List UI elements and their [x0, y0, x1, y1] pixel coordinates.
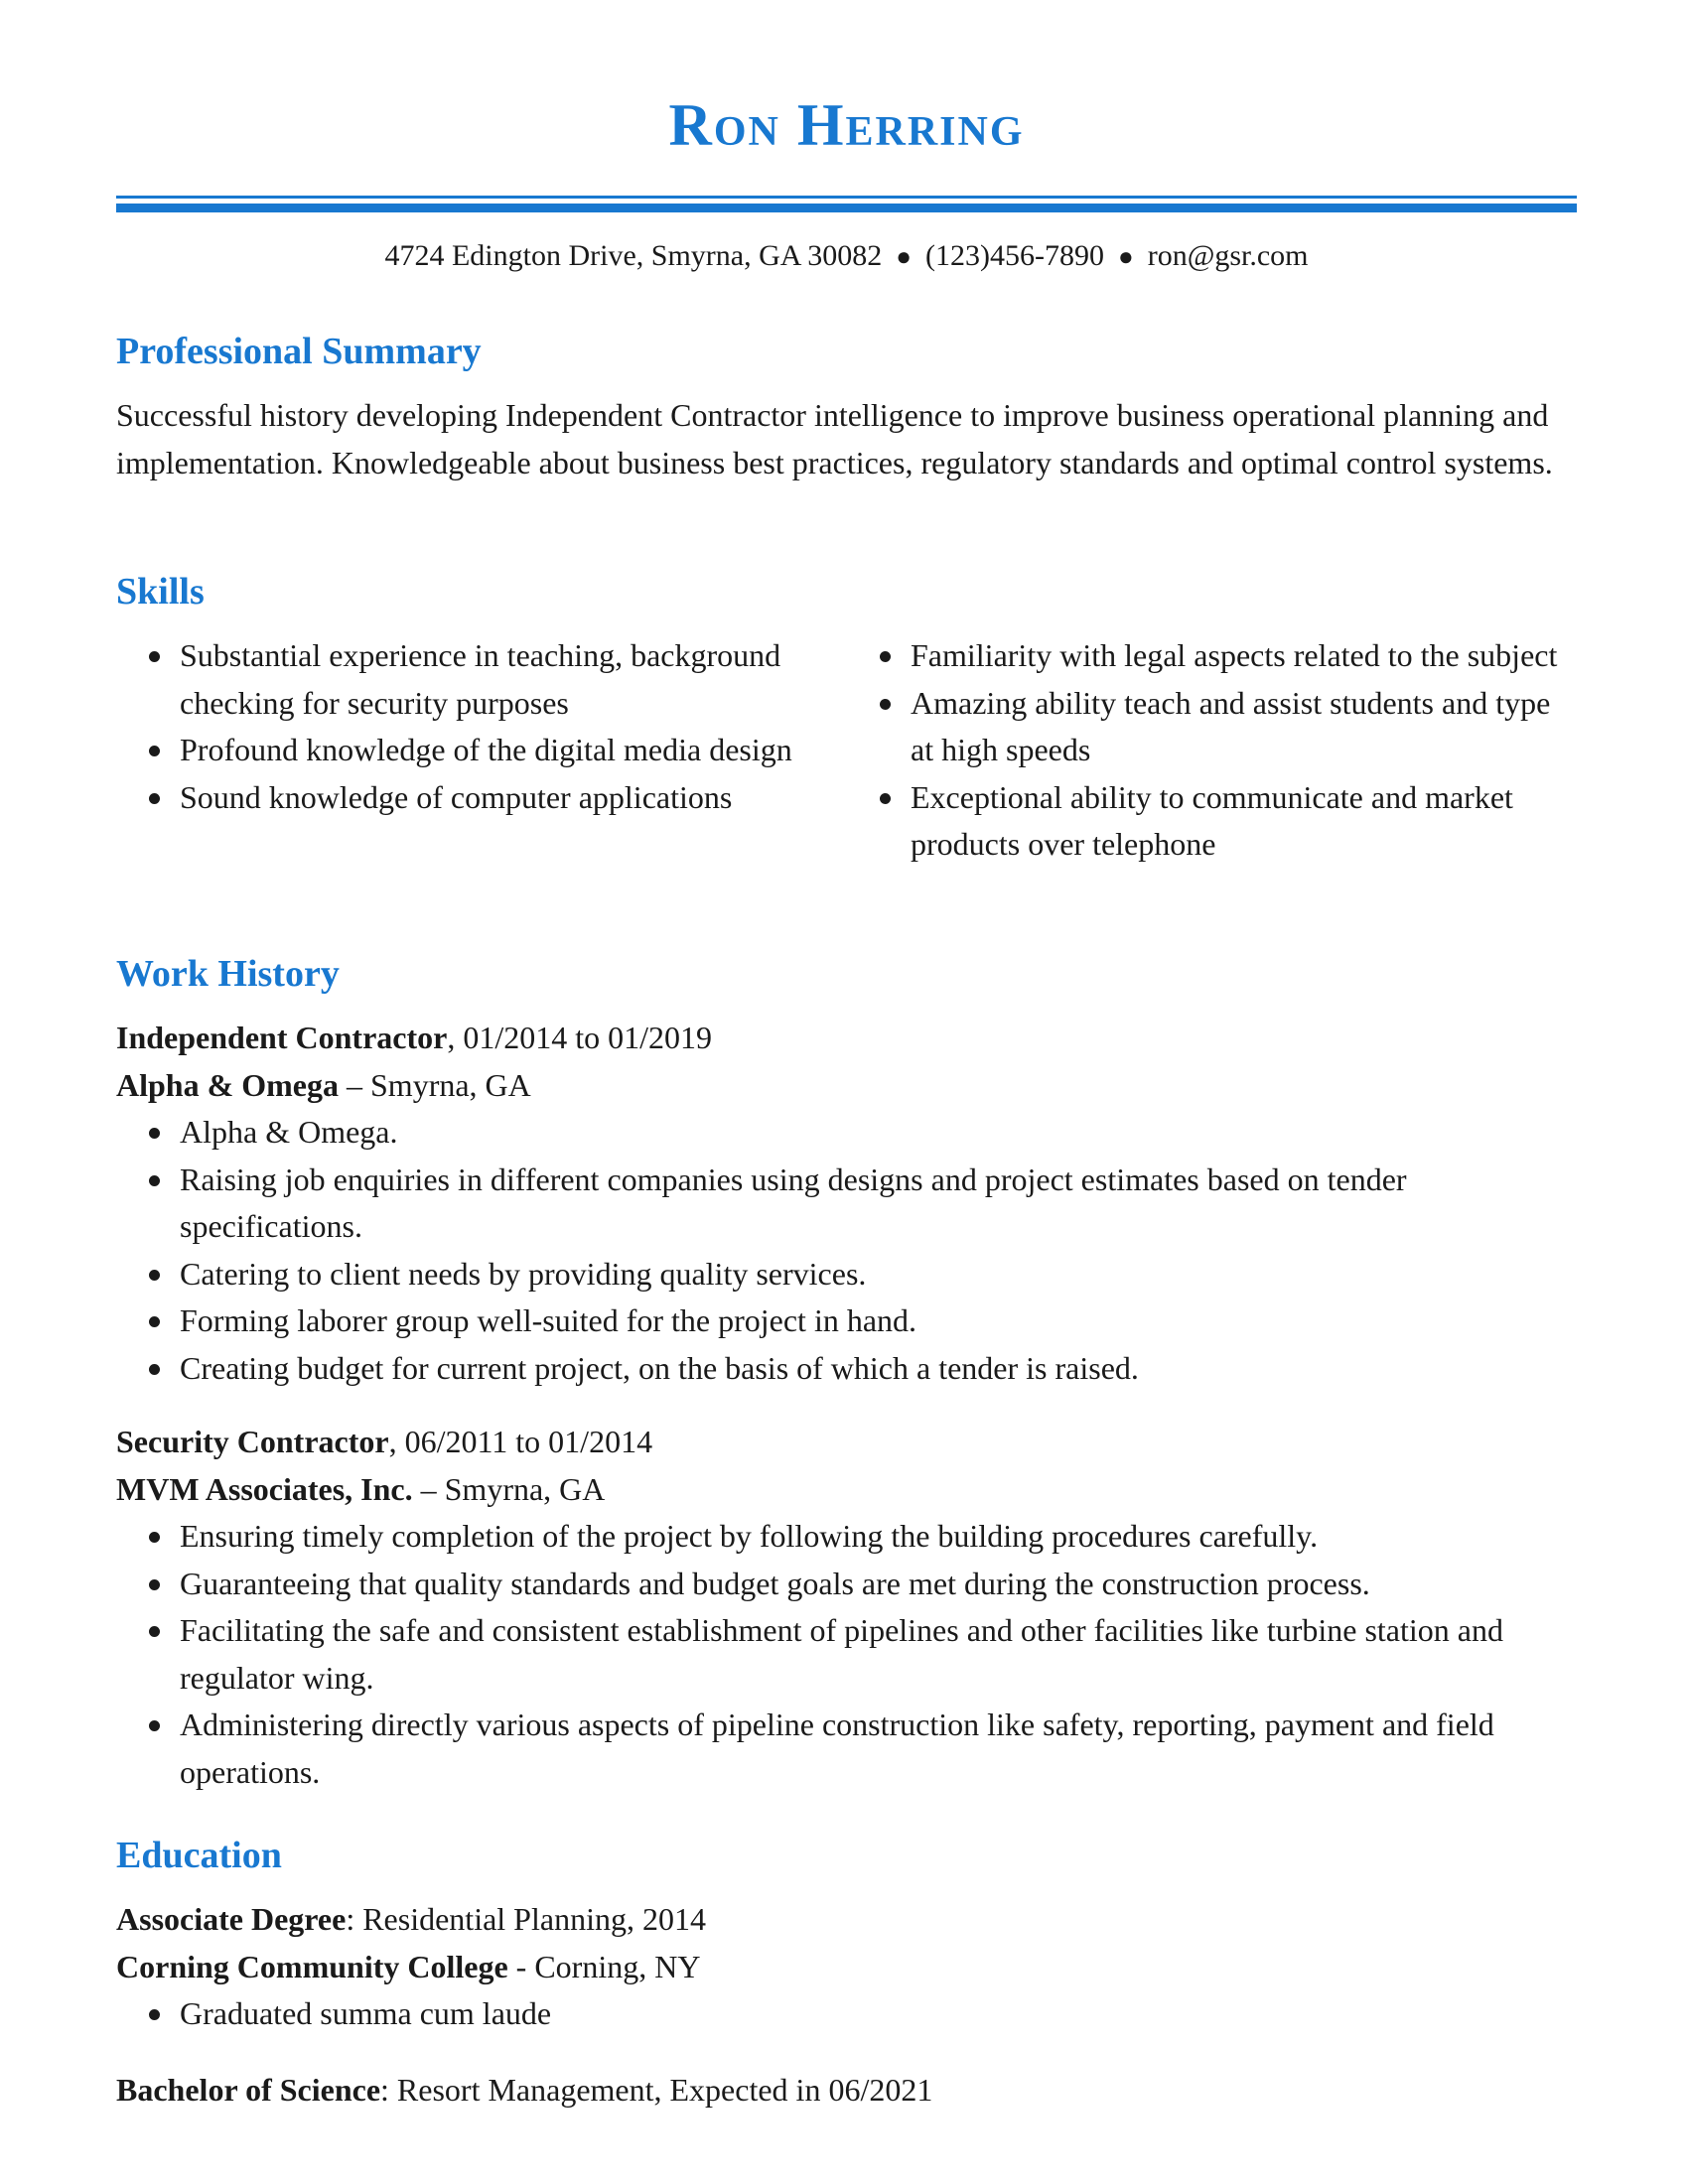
work-history-heading: Work History	[116, 953, 340, 995]
bullet-separator: ●	[896, 242, 913, 271]
degree-line	[116, 2067, 1577, 2115]
summary-text: Successful history developing Independent Contractor intelligence to improve business operational planning and implementation. Knowledgeable about business best practices, regulatory standards and optimal control systems.	[116, 397, 1553, 480]
company-line	[116, 1466, 1577, 1514]
skills-left-column	[116, 632, 831, 821]
job-bullet: Administering directly various aspects of pipeline construction like safety, reporting, payment and field operations.	[116, 1702, 1577, 1796]
header-divider-thick	[116, 204, 1577, 212]
job-bullet: Facilitating the safe and consistent establishment of pipelines and other facilities like turbine station and regulator wing.	[116, 1607, 1577, 1702]
skills-right-column	[847, 632, 1577, 869]
skill-item: Exceptional ability to communicate and market products over telephone	[847, 774, 1577, 869]
degree-name: Bachelor of Science	[116, 2072, 381, 2108]
school-name: Corning Community College	[116, 1948, 508, 1984]
education-heading: Education	[116, 1835, 282, 1876]
company-line	[116, 1062, 1577, 1110]
education-entry	[116, 1896, 1577, 2038]
job-title: Security Contractor	[116, 1424, 389, 1459]
skill-item: Profound knowledge of the digital media design	[116, 727, 831, 774]
degree-line	[116, 1896, 1577, 1944]
header-divider-thin	[116, 196, 1577, 199]
job-entry	[116, 1015, 1577, 1392]
degree-name: Associate Degree	[116, 1901, 347, 1937]
job-bullet: Raising job enquiries in different companies using designs and project estimates based on tender specifications.	[116, 1157, 1577, 1251]
company-name: MVM Associates, Inc.	[116, 1470, 413, 1507]
job-title-line	[116, 1419, 1577, 1466]
job-bullet: Ensuring timely completion of the project by following the building procedures carefully.	[116, 1513, 1577, 1561]
email: ron@gsr.com	[1147, 239, 1309, 272]
bullet-separator: ●	[1118, 242, 1134, 271]
job-dates: , 01/2014 to 01/2019	[447, 1020, 712, 1055]
school-line	[116, 1944, 1577, 1991]
skills-heading: Skills	[116, 571, 205, 613]
degree-detail: : Residential Planning, 2014	[346, 1901, 706, 1937]
company-name: Alpha & Omega	[116, 1066, 339, 1103]
job-bullet: Forming laborer group well-suited for the project in hand.	[116, 1297, 1577, 1345]
job-bullet: Alpha & Omega.	[116, 1109, 1577, 1157]
phone: (123)456-7890	[925, 239, 1104, 272]
job-entry	[116, 1419, 1577, 1796]
education-entry	[116, 2067, 1577, 2115]
contact-line	[116, 236, 1577, 277]
job-bullet: Catering to client needs by providing quality services.	[116, 1251, 1577, 1298]
company-location: – Smyrna, GA	[339, 1066, 531, 1103]
job-bullet: Creating budget for current project, on the basis of which a tender is raised.	[116, 1345, 1577, 1393]
job-title: Independent Contractor	[116, 1020, 448, 1055]
skill-item: Substantial experience in teaching, background checking for security purposes	[116, 632, 831, 727]
job-title-line	[116, 1015, 1577, 1062]
degree-detail: : Resort Management, Expected in 06/2021	[380, 2072, 933, 2108]
candidate-name: Ron Herring	[668, 92, 1025, 158]
skill-item: Sound knowledge of computer applications	[116, 774, 831, 822]
skill-item: Amazing ability teach and assist students and type at high speeds	[847, 680, 1577, 774]
company-location: – Smyrna, GA	[412, 1470, 606, 1507]
job-dates: , 06/2011 to 01/2014	[388, 1424, 653, 1459]
education-bullet: Graduated summa cum laude	[116, 1990, 1577, 2038]
skill-item: Familiarity with legal aspects related to the subject	[847, 632, 1577, 680]
address: 4724 Edington Drive, Smyrna, GA 30082	[384, 239, 883, 272]
job-bullet: Guaranteeing that quality standards and budget goals are met during the construction process.	[116, 1561, 1577, 1608]
summary-heading: Professional Summary	[116, 331, 482, 372]
school-location: - Corning, NY	[507, 1948, 701, 1984]
